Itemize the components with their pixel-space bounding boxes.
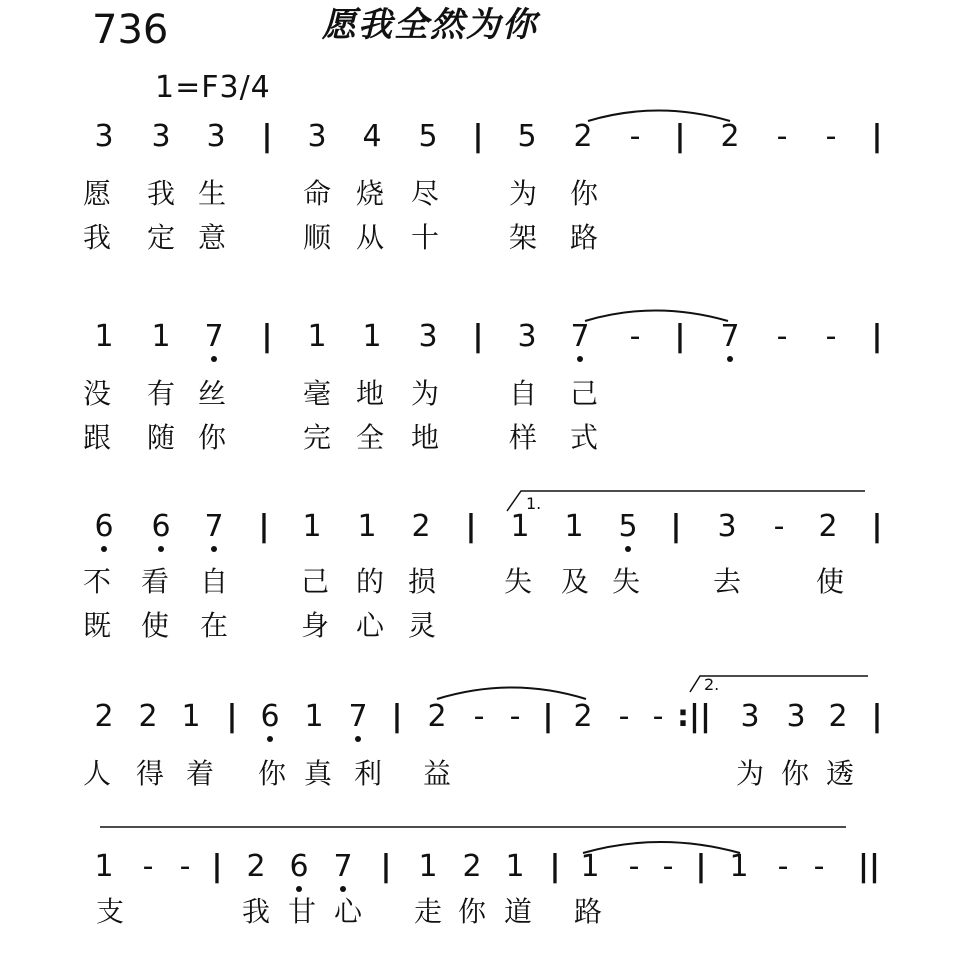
lyric-char: 人 — [82, 757, 112, 790]
barline: | — [871, 699, 883, 734]
lyric-char: 地 — [355, 377, 385, 410]
note: - — [662, 849, 674, 884]
lyric-char: 我 — [82, 221, 112, 254]
barline: | — [542, 699, 554, 734]
lyric-char: 为 — [735, 757, 765, 790]
lyric-char: 你 — [780, 757, 810, 790]
lyric-char: 式 — [569, 421, 599, 454]
lyric-char: 心 — [355, 609, 385, 642]
note: 1 — [302, 509, 322, 544]
note: 6 — [289, 849, 309, 884]
note: 6 — [94, 509, 114, 544]
note: 7 — [720, 319, 740, 354]
volta-2-label: 2. — [704, 675, 720, 694]
lyric-char: 身 — [300, 609, 330, 642]
lyric-char: 走 — [413, 895, 443, 928]
note: - — [509, 699, 521, 734]
lyric-char: 失 — [611, 565, 641, 598]
note: - — [813, 849, 825, 884]
lyric-char: 甘 — [287, 895, 317, 928]
barline: | — [465, 509, 477, 544]
barline: | — [258, 509, 270, 544]
note: - — [776, 319, 788, 354]
note: - — [652, 699, 664, 734]
note: - — [629, 319, 641, 354]
lyric-char: 没 — [82, 377, 112, 410]
note: 6 — [260, 699, 280, 734]
barline: || — [858, 849, 880, 884]
lyric-char: 你 — [197, 421, 227, 454]
barline: | — [472, 319, 484, 354]
note: 2 — [818, 509, 838, 544]
note: - — [776, 119, 788, 154]
note: 3 — [717, 509, 737, 544]
lyric-char: 得 — [135, 757, 165, 790]
lyric-char: 支 — [95, 895, 125, 928]
note: - — [825, 319, 837, 354]
lower-octave-dot — [727, 356, 733, 362]
note: - — [773, 509, 785, 544]
barline: | — [674, 119, 686, 154]
barline: | — [472, 119, 484, 154]
lyric-char: 意 — [197, 221, 227, 254]
lyric-char: 愿 — [82, 177, 112, 210]
note: - — [142, 849, 154, 884]
tie-row1 — [588, 111, 730, 122]
barline: | — [674, 319, 686, 354]
lyric-char: 全 — [355, 421, 385, 454]
note: 2 — [828, 699, 848, 734]
note: - — [628, 849, 640, 884]
note: 2 — [720, 119, 740, 154]
lyric-char: 益 — [422, 757, 452, 790]
note: 3 — [206, 119, 226, 154]
note: - — [179, 849, 191, 884]
lyric-char: 丝 — [197, 377, 227, 410]
note: 1 — [94, 849, 114, 884]
note: 1 — [181, 699, 201, 734]
lyric-char: 失 — [503, 565, 533, 598]
lyric-char: 为 — [508, 177, 538, 210]
note: 6 — [151, 509, 171, 544]
lyric-char: 地 — [410, 421, 440, 454]
note: 1 — [580, 849, 600, 884]
barline: | — [226, 699, 238, 734]
barline: | — [670, 509, 682, 544]
lyric-char: 利 — [353, 757, 383, 790]
lyric-char: 着 — [185, 757, 215, 790]
note: - — [618, 699, 630, 734]
note: 1 — [94, 319, 114, 354]
barline: | — [261, 119, 273, 154]
lyric-char: 毫 — [302, 377, 332, 410]
lyric-char: 自 — [508, 377, 538, 410]
note: 7 — [348, 699, 368, 734]
lyric-char: 损 — [407, 565, 437, 598]
note: 1 — [151, 319, 171, 354]
lyric-char: 我 — [146, 177, 176, 210]
lower-octave-dot — [577, 356, 583, 362]
lyric-char: 定 — [146, 221, 176, 254]
note: 1 — [729, 849, 749, 884]
note: - — [825, 119, 837, 154]
note: 7 — [570, 319, 590, 354]
note: 2 — [573, 119, 593, 154]
barline: | — [211, 849, 223, 884]
lyric-char: 心 — [333, 895, 363, 928]
lyric-char: 命 — [302, 177, 332, 210]
note: 3 — [94, 119, 114, 154]
note: 1 — [362, 319, 382, 354]
barline: | — [695, 849, 707, 884]
lyric-char: 烧 — [355, 177, 385, 210]
note: 3 — [151, 119, 171, 154]
barline: | — [380, 849, 392, 884]
note: 2 — [573, 699, 593, 734]
lyric-char: 生 — [197, 177, 227, 210]
barline: | — [261, 319, 273, 354]
barline: | — [871, 119, 883, 154]
lower-octave-dot — [296, 886, 302, 892]
note: 3 — [786, 699, 806, 734]
note: 2 — [246, 849, 266, 884]
barline: | — [391, 699, 403, 734]
lyric-char: 尽 — [410, 177, 440, 210]
lyric-char: 路 — [569, 221, 599, 254]
lower-octave-dot — [340, 886, 346, 892]
lyric-char: 我 — [241, 895, 271, 928]
tie-row5 — [583, 842, 740, 853]
lyric-char: 使 — [140, 609, 170, 642]
note: 5 — [418, 119, 438, 154]
note: 3 — [307, 119, 327, 154]
volta-1-label: 1. — [526, 494, 542, 513]
barline: | — [871, 509, 883, 544]
lyric-char: 随 — [146, 421, 176, 454]
tie-row4 — [437, 688, 586, 700]
lyric-char: 己 — [300, 565, 330, 598]
note: 7 — [333, 849, 353, 884]
note: 2 — [94, 699, 114, 734]
note: 1 — [304, 699, 324, 734]
lyric-char: 从 — [355, 221, 385, 254]
note: 1 — [357, 509, 377, 544]
lyric-char: 样 — [508, 421, 538, 454]
lyric-char: 完 — [302, 421, 332, 454]
note: 1 — [510, 509, 530, 544]
note: 3 — [517, 319, 537, 354]
lyric-char: 有 — [146, 377, 176, 410]
lyric-char: 灵 — [407, 609, 437, 642]
note: 7 — [204, 509, 224, 544]
lyric-char: 道 — [503, 895, 533, 928]
lyric-char: 看 — [140, 565, 170, 598]
note: 1 — [564, 509, 584, 544]
note: 1 — [418, 849, 438, 884]
note: 1 — [505, 849, 525, 884]
lyric-char: 你 — [257, 757, 287, 790]
lyric-char: 既 — [82, 609, 112, 642]
lyric-char: 真 — [303, 757, 333, 790]
tie-row2 — [585, 311, 728, 322]
note: - — [473, 699, 485, 734]
lyric-char: 己 — [569, 377, 599, 410]
barline: | — [549, 849, 561, 884]
lyric-char: 跟 — [82, 421, 112, 454]
barline: :|| — [677, 699, 711, 734]
lyric-char: 透 — [825, 757, 855, 790]
lyric-char: 架 — [508, 221, 538, 254]
lyric-char: 使 — [815, 565, 845, 598]
volta-1-bracket — [507, 491, 865, 511]
lyric-char: 顺 — [302, 221, 332, 254]
lower-octave-dot — [267, 736, 273, 742]
lower-octave-dot — [158, 546, 164, 552]
lower-octave-dot — [101, 546, 107, 552]
note: 7 — [204, 319, 224, 354]
lyric-char: 去 — [712, 565, 742, 598]
note: 1 — [307, 319, 327, 354]
note: 5 — [618, 509, 638, 544]
note: 2 — [411, 509, 431, 544]
note: 4 — [362, 119, 382, 154]
key-and-time-signature: 1=F3/4 — [155, 70, 271, 105]
lower-octave-dot — [355, 736, 361, 742]
lyric-char: 自 — [199, 565, 229, 598]
lyric-char: 你 — [569, 177, 599, 210]
lyric-char: 路 — [573, 895, 603, 928]
lower-octave-dot — [211, 546, 217, 552]
note: - — [629, 119, 641, 154]
note: 5 — [517, 119, 537, 154]
lower-octave-dot — [625, 546, 631, 552]
lyric-char: 及 — [560, 565, 590, 598]
lyric-char: 为 — [410, 377, 440, 410]
lower-octave-dot — [211, 356, 217, 362]
note: 2 — [427, 699, 447, 734]
note: 3 — [418, 319, 438, 354]
hymn-number: 736 — [92, 7, 169, 53]
barline: | — [871, 319, 883, 354]
lyric-char: 十 — [410, 221, 440, 254]
hymn-title: 愿我全然为你 — [322, 5, 538, 45]
lyric-char: 的 — [355, 565, 385, 598]
lyric-char: 你 — [457, 895, 487, 928]
note: 2 — [138, 699, 158, 734]
note: 3 — [740, 699, 760, 734]
note: 2 — [462, 849, 482, 884]
note: - — [777, 849, 789, 884]
lyric-char: 不 — [82, 565, 112, 598]
lyric-char: 在 — [199, 609, 229, 642]
